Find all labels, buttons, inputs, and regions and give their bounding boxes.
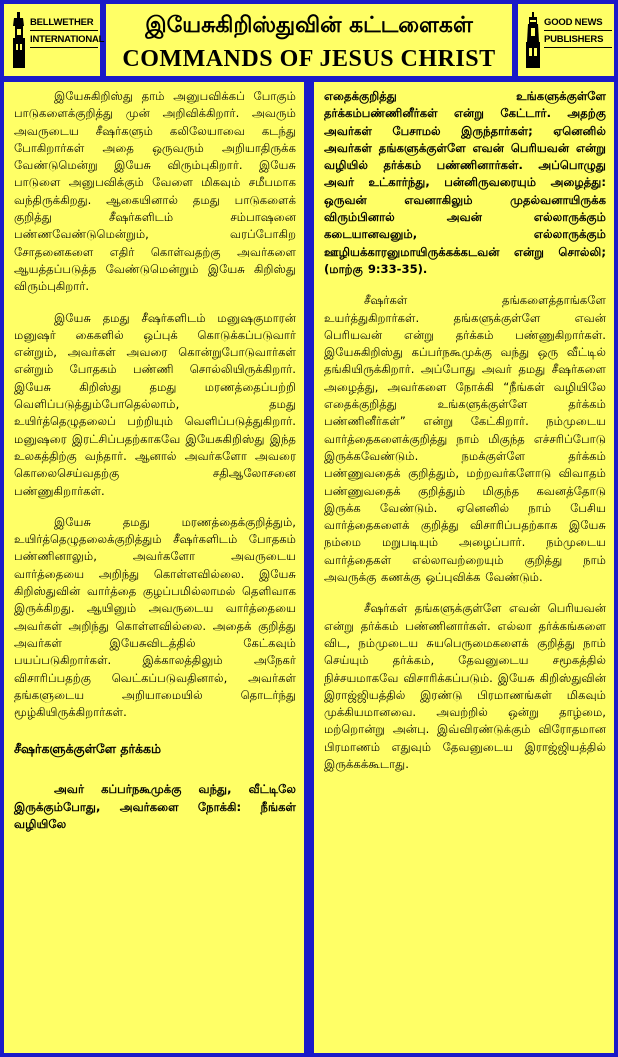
left-paragraph-2: இயேசு தமது சீஷர்களிடம் மனுஷகுமாரன் மனுஷர் கைகளில் ஒப்புக் கொடுக்கப்படுவார் என்றும், அவர்கள் அவரை கொன்றுபோடுவார்கள் என்றும் போதகம் பண்ணி சொல்லியிருக்கிறார். இயேசு கிறிஸ்து தமது மரணத்தைப்பற்றி வெளிப்படுத்தும்போதெல்லாம், தமது உயிர்த்தெழுதலைப் பற்றியும் வெளிப்படுத்துகிறார். மனுஷரை இரட்சிப்பதற்காகவே இயேசுகிறிஸ்து இந்த உலகத்திற்கு வந்தார். ஆனால் அவர்களோ அவரை கொலைசெய்வதற்கு சதிஆலோசனை பண்ணுகிறார்கள். <box>14 310 296 498</box>
logo-left-line2: INTERNATIONAL <box>30 33 98 48</box>
logo-right-line2: PUBLISHERS <box>544 33 612 48</box>
section-heading: சீஷர்களுக்குள்ளே தர்க்கம் <box>14 741 162 757</box>
page-title-english: COMMANDS OF JESUS CHRIST <box>122 46 496 72</box>
right-paragraph-1: எதைக்குறித்து உங்களுக்குள்ளே தர்க்கம்பண்ணினீர்கள் என்று கேட்டார். அதற்கு அவர்கள் பேசாமல் இருந்தார்கள்; ஏனெனில் அவர்கள் தங்களுக்குள்ளே எவன் பெரியவன் என்று வழியில் தர்க்கம் பண்ணினார்கள். அப்பொழுது அவர் உட்கார்ந்து, பன்னிருவரையும் அழைத்து: ஒருவன் எவனாகிலும் முதல்வனாயிருக்க விரும்பினால் அவன் எல்லாருக்கும் கடையானவனும், எல்லாருக்கும் ஊழியக்காரனுமாயிருக்கக்கடவன் என்று சொல்லி; (மாற்கு 9:33-35). <box>324 89 606 276</box>
right-paragraph-3: சீஷர்கள் தங்களுக்குள்ளே எவன் பெரியவன் என்று தர்க்கம் பண்ணினார்கள். எல்லா தர்க்கங்களை விட, நம்முடைய சுயபெருமைகளைக் குறித்து நாம் செய்யும் தர்க்கம், தேவனுடைய சமூகத்தில் நிச்சயமாகவே விசாரிக்கப்படும். இயேசு கிறிஸ்துவின் இராஜ்ஜியத்தில் இரண்டு பிரமாணங்கள் மிகவும் முக்கியமானவை. அவற்றில் ஒன்று தாழ்மை, மற்றொன்று அன்பு. இவ்விரண்டுக்கும் விரோதமான பிரமாணம் எதுவும் தேவனுடைய இராஜ்ஜியத்தில் இருக்கக்கூடாது. <box>324 601 606 771</box>
bellwether-logo <box>4 4 105 76</box>
page-title-tamil: இயேசுகிறிஸ்துவின் கட்டளைகள் <box>145 13 473 38</box>
logo-left-line1: BELLWETHER <box>30 16 98 31</box>
bell-tower-icon <box>10 12 28 68</box>
logo-right-line1: GOOD NEWS <box>544 16 612 31</box>
left-paragraph-4: அவர் கப்பர்நகூமுக்கு வந்து, வீட்டிலே இருக்கும்போது, அவர்களை நோக்கி: நீங்கள் வழியிலே <box>14 782 296 831</box>
left-paragraph-3: இயேசு தமது மரணத்தைக்குறித்தும், உயிர்த்தெழுதலைக்குறித்தும் சீஷர்களிடம் போதகம் பண்ணினாலும், அவர்களோ அவருடைய வார்த்தையை அறிந்து கொள்ளவில்லை. இயேசு கிறிஸ்துவின் வார்த்தை குழப்பமில்லாமல் தெளிவாக இருக்கிறது. ஆயினும் அவருடைய வார்த்தையை அவர்கள் அறிந்து கொள்ளவில்லை. அதைக் குறித்து அவர்கள் இயேசுவிடத்தில் கேட்கவும் பயப்படுகிறார்கள். இக்காலத்திலும் அநேகர் விசாரிப்பதற்கு வெட்கப்படுவதினால், அவர்கள் தங்களுடைய அறியாமையில் தொடர்ந்து மூழ்கியிருக்கிறார்கள். <box>14 514 296 720</box>
right-paragraph-2: சீஷர்கள் தங்களைத்தாங்களே உயர்த்துகிறார்கள். தங்களுக்குள்ளே எவன் பெரியவன் என்று தர்க்கம் பண்ணுகிறார்கள். இயேசுகிறிஸ்து கப்பர்நகூமுக்கு வந்து ஒரு வீட்டில் தங்கியிருக்கிறார். அப்போது அவர் தமது சீஷர்களை அழைத்து, அவர்களை நோக்கி “நீங்கள் வழியிலே எதைக்குறித்து உங்களுக்குள்ளே தர்க்கம் பண்ணினீர்கள்” என்று கேட்கிறார். நம்முடைய வார்த்தைகளைக்குறித்து நாம் மிகுந்த எச்சரிப்போடு இருக்கவேண்டும். நமக்குள்ளே தர்க்கம் பண்ணுவதைக் குறித்தும், மற்றவர்களோடு விவாதம் பண்ணுவதைக் குறித்தும் மிகுந்த கவனத்தோடு இருக்க வேண்டும். ஏனெனில் நாம் பேசிய வார்த்தைகளைக் குறித்து விசாரிப்பதற்காக இயேசு நம்மை மறுபடியும் அழைப்பார். நம்முடைய வார்த்தைகள் எல்லாவற்றையும் குறித்து நாம் அவருக்கு கணக்கு ஒப்புவிக்க வேண்டும். <box>324 293 606 585</box>
tower-icon <box>524 12 542 68</box>
title-banner <box>106 4 512 76</box>
right-column <box>314 82 614 1053</box>
left-column <box>4 82 304 1053</box>
good-news-logo <box>518 4 614 76</box>
left-paragraph-1: இயேசுகிறிஸ்து தாம் அனுபவிக்கப் போகும் பாடுகளைக்குறித்து முன் அறிவிக்கிறார். அவரும் அவருடைய சீஷர்களும் கலிலேயாவை கடந்து போகிறார்கள் அதை ஒருவரும் அறியாதிருக்க வேண்டுமென்று இயேசு விரும்புகிறார். இயேசு பாடுளை அனுபவிக்கும் வேளை மிகவும் சமீபமாக வந்திருக்கிறது. ஆகையினால் தமது பாடுகளைக் குறித்து சீஷர்களிடம் சம்பாஷனை பண்ணவேண்டுமென்றும், வரப்போகிற சோதனைகளை எதிர் கொள்வதற்கு அவர்களை ஆயத்தப்படுத்த வேண்டுமென்றும் இயேசு கிறிஸ்து விரும்புகிறார். <box>14 89 296 294</box>
